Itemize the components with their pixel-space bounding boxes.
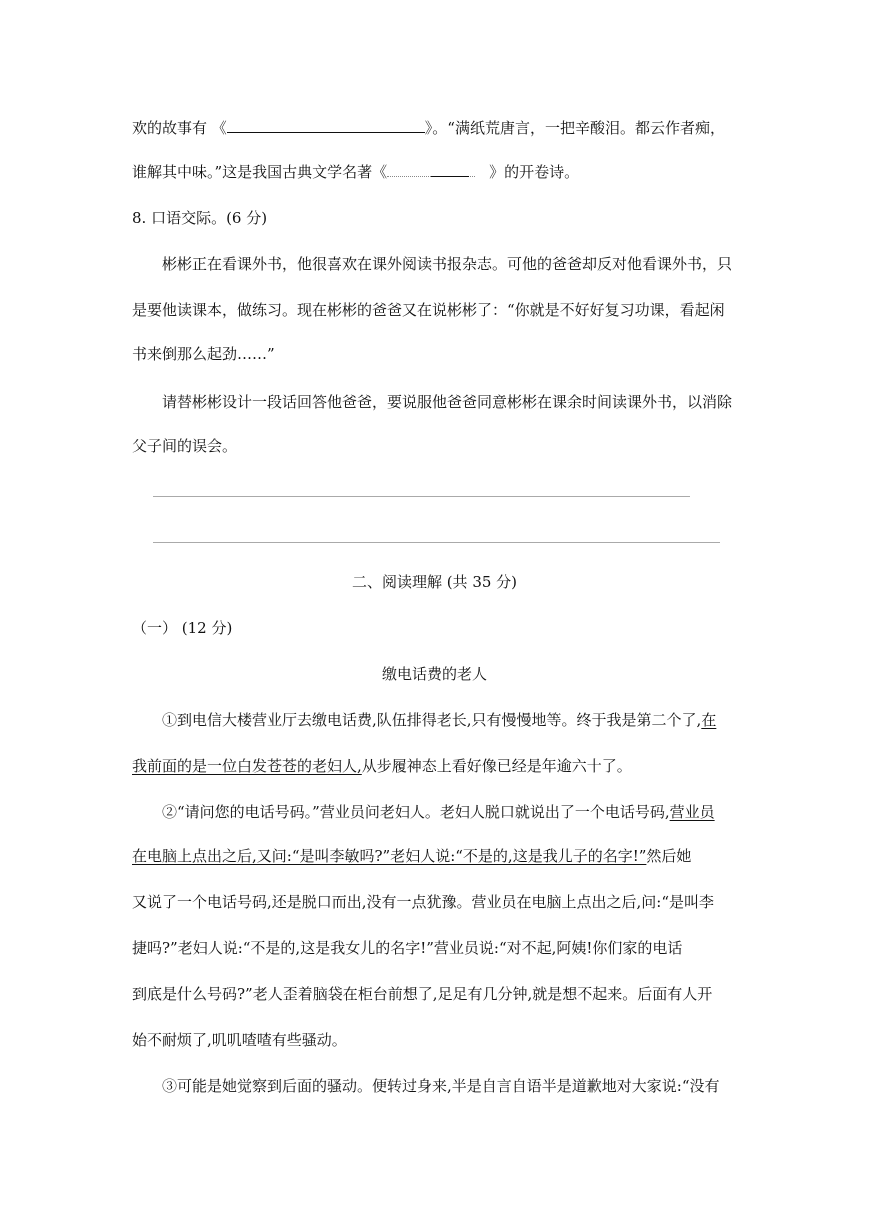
p2-line-5: 到底是什么号码?”老人歪着脑袋在柜台前想了,足足有几分钟,就是想不起来。后面有人开 — [132, 985, 713, 1003]
p1-l1-underlined: 在 — [701, 711, 717, 729]
part-label: （一） (12 分) — [132, 619, 233, 637]
p2-l2-text: 然后她 — [646, 847, 692, 865]
p1-l1-text: ①到电信大楼营业厅去缴电话费,队伍排得老长,只有慢慢地等。终于我是第二个了, — [162, 711, 702, 729]
q8-scenario-line-1: 彬彬正在看课外书，他很喜欢在课外阅读书报杂志。可他的爸爸却反对他看课外书，只 — [162, 255, 733, 273]
q7-line2-post: 》的开卷诗。 — [489, 163, 580, 181]
section-heading: 二、阅读理解 (共 35 分) — [351, 573, 518, 591]
p2-line-6: 始不耐烦了,叽叽喳喳有些骚动。 — [132, 1031, 347, 1049]
q7-line2-pre: 谁解其中味。”这是我国古典文学名著《 — [132, 163, 388, 181]
q8-instruction-line-2: 父子间的误会。 — [132, 437, 238, 455]
p1-l2-text: 从步履神态上看好像已经是年逾六十了。 — [361, 757, 632, 775]
q7-line1-post: 》。“满纸荒唐言，一把辛酸泪。都云作者痴， — [424, 119, 725, 137]
p2-line-4: 捷吗?”老妇人说:“不是的,这是我女儿的名字!”营业员说:“对不起,阿姨!你们家的电话 — [132, 939, 683, 957]
article-title: 缴电话费的老人 — [381, 665, 487, 683]
q8-heading: 8. 口语交际。(6 分) — [132, 209, 268, 227]
answer-line-1[interactable] — [153, 496, 690, 497]
p2-line-2 — [132, 846, 691, 866]
p2-l1-text: ②“请问您的电话号码。”营业员问老妇人。老妇人脱口就说出了一个电话号码, — [162, 803, 670, 821]
p2-l2-underlined: 在电脑上点出之后,又问:“是叫李敏吗?”老妇人说:“不是的,这是我儿子的名字!” — [132, 847, 647, 865]
q7-line-2 — [132, 162, 579, 182]
p1-line-1 — [162, 710, 716, 730]
q8-scenario-line-2: 是要他读课本，做练习。现在彬彬的爸爸又在说彬彬了：“你就是不好好复习功课，看起闲 — [132, 301, 725, 319]
p1-l2-underlined: 我前面的是一位白发苍苍的老妇人, — [132, 757, 362, 775]
q7-blank-2[interactable] — [387, 162, 475, 177]
q8-instruction-line-1: 请替彬彬设计一段话回答他爸爸，要说服他爸爸同意彬彬在课余时间读课外书，以消除 — [162, 393, 733, 411]
p2-line-1 — [162, 802, 715, 822]
q7-line-1 — [132, 118, 725, 138]
q8-scenario-line-3: 书来倒那么起劲……” — [132, 345, 275, 363]
q7-line1-pre: 欢的故事有 《 — [132, 119, 227, 137]
q7-blank-1[interactable] — [227, 118, 425, 133]
answer-line-2[interactable] — [153, 542, 720, 543]
p2-l1-underlined: 营业员 — [669, 803, 715, 821]
p1-line-2 — [132, 756, 632, 776]
p3-line-1: ③可能是她觉察到后面的骚动。便转过身来,半是自言自语半是道歉地对大家说:“没有 — [162, 1077, 720, 1095]
p2-line-3: 又说了一个电话号码,还是脱口而出,没有一点犹豫。营业员在电脑上点出之后,问:“是叫李 — [132, 893, 715, 911]
